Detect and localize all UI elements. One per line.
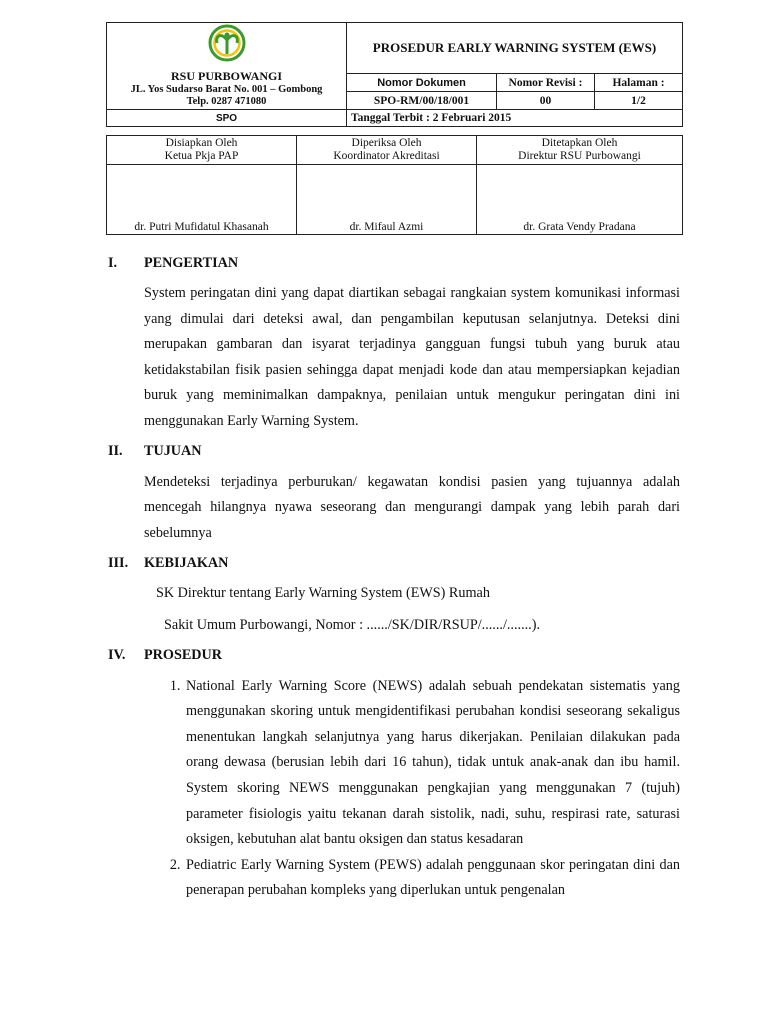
nomor-dokumen-label: Nomor Dokumen [347,74,497,92]
nomor-revisi-label: Nomor Revisi : [497,74,595,92]
organization-cell [107,23,347,110]
organization-name: RSU PURBOWANGI [170,69,282,83]
kebijakan-line-1: SK Direktur tentang Early Warning System (EWS) Rumah [156,585,490,602]
signature-name-checked: dr. Mifaul Azmi [297,165,477,235]
halaman-value: 1/2 [595,92,683,110]
halaman-label: Halaman : [595,74,683,92]
signature-table [106,135,683,235]
organization-address: JL. Yos Sudarso Barat No. 001 – Gombong [130,84,323,95]
organization-phone: Telp. 0287 471080 [186,96,267,107]
signature-name-approved: dr. Grata Vendy Pradana [477,165,683,235]
section-heading-tujuan: II. TUJUAN [108,443,202,460]
list-item: 1. National Early Warning Score (NEWS) adalah sebuah pendekatan sistematis yang menggunakan skoring untuk mengidentifikasi perubahan kondisi seseorang sekaligus menentukan langkah selanjutnya yang harus dikerjakan. Penilaian dilakukan pada orang dewasa (berusian lebih dari 16 tahun), tidak untuk anak-anak dan ibu hamil. System skoring NEWS menggunakan pengkajian yang menggunakan 7 (tujuh) parameter fisiologis yaitu tekanan darah sistolik, nadi, suhu, respirasi rate, saturasi oksigen, kebutuhan alat bantu oksigen dan status kesadaran [184,674,680,853]
list-item: 2. Pediatric Early Warning System (PEWS) adalah penggunaan skor peringatan dini dan penerapan perubahan kompleks yang diperlukan untuk pengenalan [184,853,680,904]
section-heading-pengertian: I. PENGERTIAN [108,254,239,271]
pengertian-paragraph: System peringatan dini yang dapat diartikan sebagai rangkaian system komunikasi informasi yang dimulai dari deteksi awal, dan pengambilan keputusan selanjutnya. Deteksi dini merupakan gambaran dan isyarat terjadinya gangguan fungsi tubuh yang buruk atau ketidakstabilan fisik pasien sehingga dapat menjadi kode dan atau mempersiapkan kejadian buruk yang meminimalkan dampaknya, penilaian untuk mengukur peringatan dini ini menggunakan Early Warning System. [144,285,680,429]
tujuan-paragraph: Mendeteksi terjadinya perburukan/ kegawatan kondisi pasien yang tujuannya adalah mencegah hilangnya nyawa seseorang dan mengurangi dampak yang lebih parah dari sebelumnya [144,473,680,541]
kebijakan-line-2: Sakit Umum Purbowangi, Nomor : ....../SK/DIR/RSUP/....../.......). [164,616,540,633]
hospital-logo-icon [202,24,252,62]
tanggal-terbit: Tanggal Terbit : 2 Februari 2015 [347,110,683,127]
signature-role-checked: Diperiksa Oleh Koordinator Akreditasi [297,136,477,165]
nomor-revisi-value: 00 [497,92,595,110]
section-heading-kebijakan: III. KEBIJAKAN [108,554,229,571]
spo-label: SPO [107,110,347,127]
signature-name-prepared: dr. Putri Mufidatul Khasanah [107,165,297,235]
nomor-dokumen-value: SPO-RM/00/18/001 [347,92,497,110]
prosedur-list [108,674,680,904]
document-title: PROSEDUR EARLY WARNING SYSTEM (EWS) [347,23,683,74]
signature-role-prepared: Disiapkan Oleh Ketua Pkja PAP [107,136,297,165]
section-heading-prosedur: IV. PROSEDUR [108,647,223,664]
signature-role-approved: Ditetapkan Oleh Direktur RSU Purbowangi [477,136,683,165]
document-header-table [106,22,683,127]
document-body [108,250,680,904]
